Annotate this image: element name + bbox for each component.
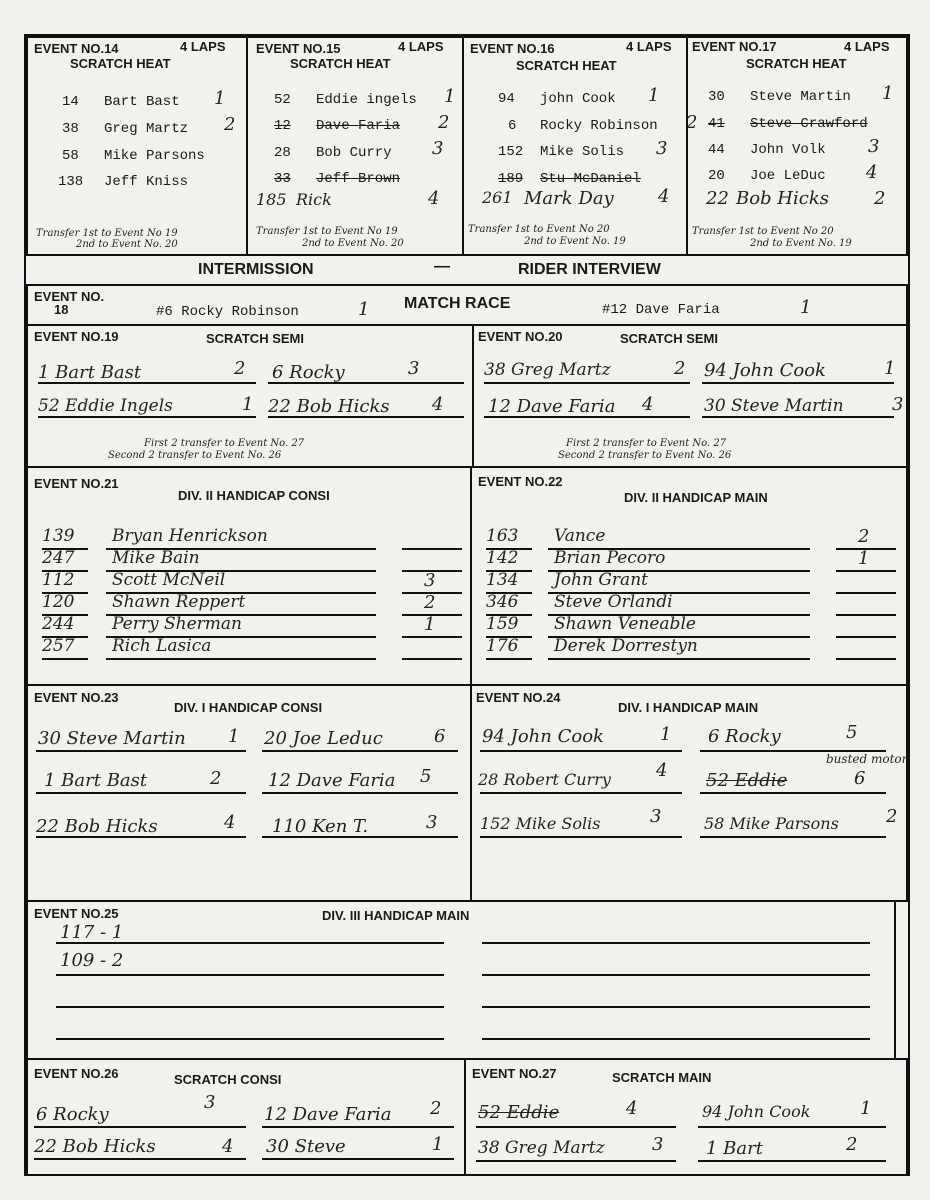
heat-rider-name: Steve Crawford [750, 116, 868, 132]
heat-rider-place: 1 [214, 88, 226, 109]
intermission-label: INTERMISSION [198, 261, 314, 278]
event-15-laps: 4 LAPS [398, 39, 444, 54]
handicap-rider-number: 244 [42, 614, 75, 634]
event-25-number: EVENT NO.25 [34, 906, 119, 921]
heat-rider-number: 38 [62, 121, 79, 137]
semi-place: 2 [234, 358, 246, 379]
heat-rider-number: 12 [274, 118, 291, 134]
e24-place: 3 [650, 806, 662, 827]
event-23-type: DIV. I HANDICAP CONSI [174, 700, 323, 715]
event-16-type: SCRATCH HEAT [516, 58, 617, 73]
entry-line [476, 1126, 676, 1128]
e24-entry: 52 Eddie [706, 770, 788, 791]
match-rider-1: #6 Rocky Robinson [156, 304, 299, 320]
e23-entry: 1 Bart Bast [44, 770, 148, 791]
event-17-box [686, 36, 908, 256]
event-27-number: EVENT NO.27 [472, 1066, 557, 1081]
semi-place: 1 [242, 394, 254, 415]
heat-rider-place: 3 [656, 138, 668, 159]
heat-rider-name: Joe LeDuc [750, 168, 826, 184]
semi-place: 2 [674, 358, 686, 379]
match-race-title: MATCH RACE [404, 295, 511, 312]
event-23-number: EVENT NO.23 [34, 690, 119, 705]
handicap-rider-place: 3 [424, 570, 436, 591]
handicap-rider-name: Mike Bain [112, 548, 200, 568]
heat-rider-number: 138 [58, 174, 84, 190]
heat-rider-place: 2 [686, 112, 698, 133]
event-21-box [26, 466, 472, 686]
heat-rider-name: Stu McDaniel [540, 171, 641, 187]
e24-place: 6 [854, 768, 866, 789]
e27-entry: 52 Eddie [478, 1102, 560, 1123]
e23-place: 6 [434, 726, 446, 747]
event-19-number: EVENT NO.19 [34, 329, 119, 344]
entry-line [402, 636, 462, 638]
entry-line [262, 1158, 454, 1160]
heat-rider-name: Bob Hicks [736, 188, 829, 209]
entry-line [268, 416, 464, 418]
heat-rider-number: 94 [498, 91, 515, 107]
entry-line [262, 750, 458, 752]
handicap-rider-number: 176 [486, 636, 519, 656]
e27-entry: 94 John Cook [702, 1102, 811, 1121]
e24-entry: 94 John Cook [482, 726, 604, 747]
event-16-number: EVENT NO.16 [470, 41, 555, 56]
entry-line [836, 592, 896, 594]
event-16-box [462, 36, 698, 256]
e24-place: 1 [660, 724, 672, 745]
event-25-type: DIV. III HANDICAP MAIN [322, 908, 470, 923]
entry-line [56, 974, 444, 976]
transfer-note: Transfer 1st to Event No 19 [256, 226, 398, 237]
event-14-laps: 4 LAPS [180, 39, 226, 54]
event-20-box [472, 324, 908, 468]
heat-rider-name: Greg Martz [104, 121, 189, 137]
semi-place: 4 [432, 394, 444, 415]
e23-entry: 110 Ken T. [272, 816, 369, 837]
rider-interview-label: RIDER INTERVIEW [518, 261, 661, 278]
handicap-rider-number: 134 [486, 570, 519, 590]
heat-rider-number: 189 [498, 171, 524, 187]
e23-place: 1 [228, 726, 240, 747]
semi-entry: 94 John Cook [704, 360, 826, 381]
event-22-type: DIV. II HANDICAP MAIN [624, 490, 768, 505]
handicap-rider-number: 163 [486, 526, 519, 546]
heat-rider-name: Jeff Brown [316, 171, 401, 187]
semi-entry: 22 Bob Hicks [268, 396, 390, 417]
event-24-type: DIV. I HANDICAP MAIN [618, 700, 759, 715]
semi-place: 1 [884, 358, 896, 379]
entry-line [486, 658, 532, 660]
heat-rider-place: 1 [444, 86, 456, 107]
heat-rider-number: 41 [708, 116, 725, 132]
heat-rider-number: 6 [508, 118, 517, 134]
heat-rider-name: John Volk [750, 142, 826, 158]
match-rider-2-place: 1 [800, 297, 812, 318]
entry-line [262, 1126, 454, 1128]
heat-rider-place: 2 [438, 112, 450, 133]
semi-place: 3 [892, 394, 904, 415]
event-22-number: EVENT NO.22 [478, 474, 563, 489]
heat-rider-number: 14 [62, 94, 79, 110]
heat-rider-place: 1 [882, 83, 894, 104]
transfer-note: First 2 transfer to Event No. 27 [566, 438, 727, 449]
e27-place: 4 [626, 1098, 638, 1119]
event-24-number: EVENT NO.24 [476, 690, 561, 705]
handicap-rider-place: 2 [424, 592, 436, 613]
heat-rider-name: Rick [296, 190, 332, 209]
entry-line [700, 792, 886, 794]
e27-entry: 1 Bart [706, 1138, 763, 1159]
heat-rider-name: Bart Bast [104, 94, 180, 110]
heat-rider-number: 152 [498, 144, 524, 160]
handicap-rider-name: Steve Orlandi [554, 592, 673, 612]
entry-line [480, 836, 682, 838]
match-rider-2: #12 Dave Faria [602, 302, 720, 318]
entry-line [482, 1006, 870, 1008]
heat-rider-name: Mark Day [524, 188, 614, 209]
e23-place: 4 [224, 812, 236, 833]
heat-rider-place: 4 [866, 162, 878, 183]
heat-rider-name: Eddie ingels [316, 92, 417, 108]
entry-line [698, 1126, 886, 1128]
e27-entry: 38 Greg Martz [478, 1138, 605, 1158]
heat-rider-name: Mike Solis [540, 144, 625, 160]
event-17-type: SCRATCH HEAT [746, 56, 847, 71]
e25-entry: 117 - 1 [60, 922, 124, 943]
heat-rider-number: 44 [708, 142, 725, 158]
entry-line [36, 792, 246, 794]
event-21-type: DIV. II HANDICAP CONSI [178, 488, 330, 503]
entry-line [262, 792, 458, 794]
entry-line [34, 1126, 246, 1128]
heat-rider-name: Bob Curry [316, 145, 392, 161]
event-25-box [26, 900, 896, 1060]
semi-place: 3 [408, 358, 420, 379]
e25-entry: 109 - 2 [60, 950, 124, 971]
e26-entry: 6 Rocky [36, 1104, 109, 1125]
event-20-type: SCRATCH SEMI [620, 331, 718, 346]
event-17-laps: 4 LAPS [844, 39, 890, 54]
event-26-number: EVENT NO.26 [34, 1066, 119, 1081]
handicap-rider-number: 257 [42, 636, 75, 656]
heat-rider-number: 52 [274, 92, 291, 108]
entry-line [262, 836, 458, 838]
entry-line [482, 974, 870, 976]
semi-entry: 30 Steve Martin [704, 396, 844, 416]
handicap-rider-name: Derek Dorrestyn [554, 636, 698, 656]
e26-entry: 22 Bob Hicks [34, 1136, 156, 1157]
handicap-rider-number: 346 [486, 592, 519, 612]
heat-rider-place: 2 [224, 114, 236, 135]
entry-line [548, 658, 810, 660]
handicap-rider-name: John Grant [554, 570, 648, 590]
e27-place: 3 [652, 1134, 664, 1155]
entry-line [56, 1006, 444, 1008]
handicap-rider-number: 247 [42, 548, 75, 568]
semi-entry: 6 Rocky [272, 362, 345, 383]
heat-rider-name: Rocky Robinson [540, 118, 658, 134]
transfer-note: Transfer 1st to Event No 20 [468, 224, 610, 235]
transfer-note: 2nd to Event No. 19 [750, 238, 852, 249]
event-19-box [26, 324, 474, 468]
entry-line [402, 548, 462, 550]
entry-line [700, 836, 886, 838]
entry-line [38, 416, 256, 418]
handicap-rider-name: Perry Sherman [112, 614, 242, 634]
heat-rider-number: 28 [274, 145, 291, 161]
entry-line [836, 570, 896, 572]
e24-place: 2 [886, 806, 898, 827]
e27-place: 1 [860, 1098, 872, 1119]
e23-place: 3 [426, 812, 438, 833]
transfer-note: Second 2 transfer to Event No. 26 [108, 450, 282, 461]
heat-rider-number: 33 [274, 171, 291, 187]
heat-rider-number: 261 [482, 188, 513, 207]
entry-line [702, 416, 894, 418]
event-27-type: SCRATCH MAIN [612, 1070, 712, 1085]
entry-line [484, 416, 690, 418]
handicap-rider-name: Rich Lasica [112, 636, 212, 656]
event-21-number: EVENT NO.21 [34, 476, 119, 491]
heat-rider-number: 30 [708, 89, 725, 105]
event-26-type: SCRATCH CONSI [174, 1072, 282, 1087]
heat-rider-place: 3 [432, 138, 444, 159]
intermission-dash: — [434, 258, 450, 275]
e23-entry: 22 Bob Hicks [36, 816, 158, 837]
e24-entry: 6 Rocky [708, 726, 781, 747]
heat-rider-place: 2 [874, 188, 886, 209]
handicap-rider-number: 112 [42, 570, 75, 590]
match-rider-1-place: 1 [358, 299, 370, 320]
transfer-note: 2nd to Event No. 20 [76, 239, 178, 250]
e23-place: 5 [420, 766, 432, 787]
e24-place: 5 [846, 722, 858, 743]
handicap-rider-number: 139 [42, 526, 75, 546]
event-18-label: EVENT NO. [34, 289, 105, 304]
entry-line [476, 1160, 676, 1162]
heat-rider-name: Steve Martin [750, 89, 851, 105]
entry-line [836, 658, 896, 660]
event-18-box [26, 284, 908, 326]
transfer-note: Transfer 1st to Event No 19 [36, 228, 178, 239]
heat-rider-name: Jeff Kniss [104, 174, 189, 190]
e24-note: busted motor [826, 752, 908, 766]
e23-entry: 30 Steve Martin [38, 728, 186, 749]
heat-rider-place: 4 [428, 188, 440, 209]
e24-place: 4 [656, 760, 668, 781]
entry-line [106, 658, 376, 660]
handicap-rider-place: 2 [858, 526, 870, 547]
event-15-number: EVENT NO.15 [256, 41, 341, 56]
e23-entry: 12 Dave Faria [268, 770, 396, 791]
heat-rider-place: 4 [658, 186, 670, 207]
e23-place: 2 [210, 768, 222, 789]
semi-entry: 12 Dave Faria [488, 396, 616, 417]
event-14-number: EVENT NO.14 [34, 41, 119, 56]
entry-line [836, 614, 896, 616]
entry-line [268, 382, 464, 384]
e24-entry: 58 Mike Parsons [704, 814, 839, 833]
heat-rider-name: john Cook [540, 91, 616, 107]
entry-line [42, 658, 88, 660]
e26-entry: 30 Steve [266, 1136, 346, 1157]
e26-place: 4 [222, 1136, 234, 1157]
entry-line [482, 1038, 870, 1040]
handicap-rider-name: Scott McNeil [112, 570, 226, 590]
entry-line [836, 636, 896, 638]
heat-rider-number: 20 [708, 168, 725, 184]
entry-line [484, 382, 690, 384]
heat-rider-number: 58 [62, 148, 79, 164]
transfer-note: 2nd to Event No. 20 [302, 238, 404, 249]
e26-place: 2 [430, 1098, 442, 1119]
semi-entry: 52 Eddie Ingels [38, 396, 173, 416]
transfer-note: Second 2 transfer to Event No. 26 [558, 450, 732, 461]
e24-entry: 152 Mike Solis [480, 814, 601, 833]
entry-line [698, 1160, 886, 1162]
e23-entry: 20 Joe Leduc [264, 728, 383, 749]
handicap-rider-name: Brian Pecoro [554, 548, 666, 568]
transfer-note: Transfer 1st to Event No 20 [692, 226, 834, 237]
event-15-box [246, 36, 464, 256]
handicap-rider-number: 120 [42, 592, 75, 612]
entry-line [402, 658, 462, 660]
e27-place: 2 [846, 1134, 858, 1155]
semi-entry: 38 Greg Martz [484, 360, 611, 380]
entry-line [482, 942, 870, 944]
event-16-laps: 4 LAPS [626, 39, 672, 54]
semi-place: 4 [642, 394, 654, 415]
handicap-rider-number: 142 [486, 548, 519, 568]
handicap-rider-name: Shawn Veneable [554, 614, 696, 634]
entry-line [38, 382, 256, 384]
entry-line [34, 1158, 246, 1160]
heat-rider-place: 3 [868, 136, 880, 157]
handicap-rider-number: 159 [486, 614, 519, 634]
heat-rider-number: 22 [706, 188, 729, 209]
transfer-note: First 2 transfer to Event No. 27 [144, 438, 305, 449]
heat-rider-name: Mike Parsons [104, 148, 205, 164]
e26-place: 3 [204, 1092, 216, 1113]
e24-entry: 28 Robert Curry [478, 770, 611, 789]
entry-line [36, 836, 246, 838]
entry-line [480, 750, 682, 752]
e26-place: 1 [432, 1134, 444, 1155]
handicap-rider-name: Shawn Reppert [112, 592, 246, 612]
event-18-number: 18 [54, 302, 69, 317]
event-14-box [26, 36, 248, 256]
entry-line [56, 942, 444, 944]
handicap-rider-name: Bryan Henrickson [112, 526, 268, 546]
event-15-type: SCRATCH HEAT [290, 56, 391, 71]
event-17-number: EVENT NO.17 [692, 39, 777, 54]
transfer-note: 2nd to Event No. 19 [524, 236, 626, 247]
heat-rider-name: Dave Faria [316, 118, 401, 134]
entry-line [480, 792, 682, 794]
entry-line [702, 382, 894, 384]
event-20-number: EVENT NO.20 [478, 329, 563, 344]
handicap-rider-name: Vance [554, 526, 606, 546]
handicap-rider-place: 1 [858, 548, 870, 569]
heat-rider-place: 1 [648, 85, 660, 106]
heat-rider-number: 185 [256, 190, 287, 209]
handicap-rider-place: 1 [424, 614, 436, 635]
e26-entry: 12 Dave Faria [264, 1104, 392, 1125]
event-14-type: SCRATCH HEAT [70, 56, 171, 71]
entry-line [56, 1038, 444, 1040]
event-19-type: SCRATCH SEMI [206, 331, 304, 346]
entry-line [36, 750, 246, 752]
semi-entry: 1 Bart Bast [38, 362, 142, 383]
